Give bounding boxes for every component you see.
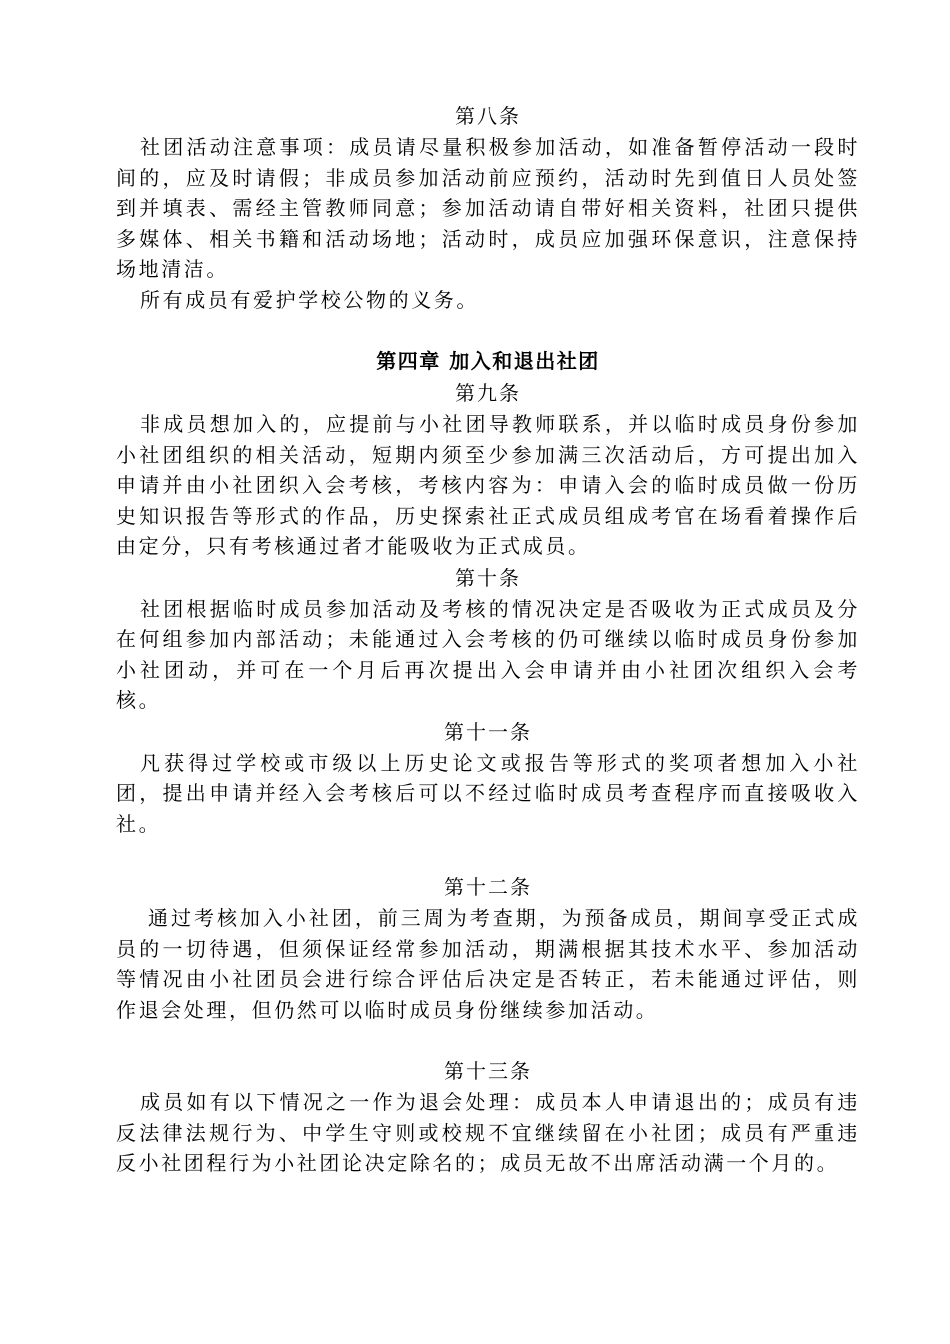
article-8-title: 第八条 (455, 104, 521, 128)
spacer (116, 315, 860, 345)
article-11-paragraph: 凡获得过学校或市级以上历史论文或报告等形式的奖项者想加入小社团，提出申请并经入会考核后可以不经过临时成员考查程序而直接吸收入社。 (116, 750, 860, 836)
article-13-title: 第十三条 (444, 1059, 532, 1083)
article-12-title: 第十二条 (444, 875, 532, 899)
chapter-4-title: 第四章 加入和退出社团 (376, 349, 600, 373)
article-10-title: 第十条 (455, 565, 521, 590)
spacer (116, 839, 860, 871)
article-8-paragraph-2: 所有成员有爱护学校公物的义务。 (140, 287, 479, 312)
document-page (116, 100, 860, 1179)
article-13-paragraph: 成员如有以下情况之一作为退会处理：成员本人申请退出的；成员有违反法律法规行为、中学生守则或校规不宜继续留在小社团；成员有严重违反小社团程行为小社团论决定除名的；成员无故不出席活动满一个月的。 (116, 1090, 860, 1175)
article-12-paragraph: 通过考核加入小社团，前三周为考查期，为预备成员，期间享受正式成员的一切待遇，但须保证经常参加活动，期满根据其技术水平、参加活动等情况由小社团员会进行综合评估后决定是否转正，若未能通过评估，则作退会处理，但仍然可以临时成员身份继续参加活动。 (116, 906, 860, 1022)
article-9-title: 第九条 (455, 381, 521, 405)
article-11-title: 第十一条 (444, 719, 532, 744)
article-9-paragraph: 非成员想加入的，应提前与小社团导教师联系，并以临时成员身份参加小社团组织的相关活动，短期内须至少参加满三次活动后，方可提出加入申请并由小社团织入会考核，考核内容为：申请入会的临时成员做一份历史知识报告等形式的作品，历史探索社正式成员组成考官在场看着操作后由定分，只有考核通过者才能吸收为正式成员。 (116, 412, 860, 558)
article-8-paragraph-1: 社团活动注意事项：成员请尽量积极参加活动，如准备暂停活动一段时间的，应及时请假；非成员参加活动前应预约，活动时先到值日人员处签到并填表、需经主管教师同意；参加活动请自带好相关资料，社团只提供多媒体、相关书籍和活动场地；活动时，成员应加强环保意识，注意保持场地清洁。 (116, 135, 860, 281)
article-10-paragraph: 社团根据临时成员参加活动及考核的情况决定是否吸收为正式成员及分在何组参加内部活动；未能通过入会考核的仍可继续以临时成员身份参加小社团动，并可在一个月后再次提出入会申请并由小社团次组织入会考核。 (116, 596, 860, 712)
spacer (116, 1025, 860, 1055)
